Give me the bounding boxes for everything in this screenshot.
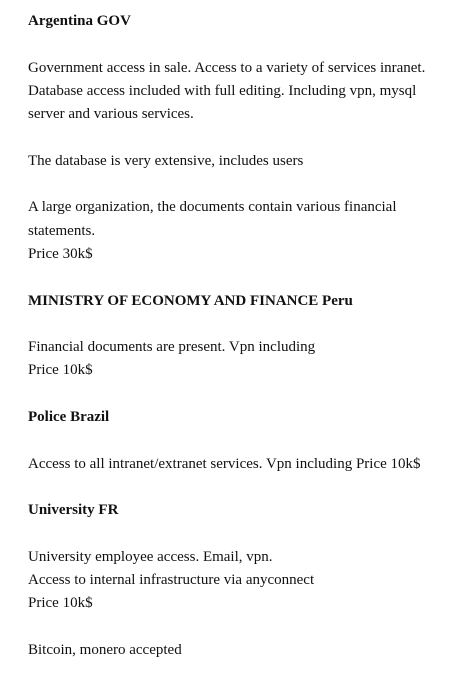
section-heading: Argentina GOV [28, 13, 131, 29]
section-police-brazil [28, 406, 458, 476]
text-line: Government access in sale. Access to a variety of services inranet. [28, 59, 426, 76]
text-line: University employee access. Email, vpn. [28, 548, 273, 565]
section-heading: University FR [28, 502, 119, 519]
price-line: Price 10k$ [28, 595, 93, 612]
spacer [28, 266, 458, 289]
spacer [28, 429, 458, 452]
section-university-fr [28, 499, 458, 615]
document-body [28, 10, 458, 662]
text-line: A large organization, the documents contain various financial [28, 199, 397, 216]
spacer [28, 33, 458, 56]
paragraph [28, 453, 458, 476]
text-line: statements. [28, 222, 96, 239]
spacer [28, 126, 458, 149]
section-heading: MINISTRY OF ECONOMY AND FINANCE Peru [28, 292, 353, 309]
text-line: Financial documents are present. Vpn including [28, 339, 316, 356]
spacer [28, 383, 458, 406]
spacer [28, 523, 458, 546]
payment-note: Bitcoin, monero accepted [28, 642, 182, 659]
paragraph [28, 57, 458, 127]
section-argentina-gov [28, 10, 458, 266]
spacer [28, 616, 458, 639]
paragraph [28, 196, 458, 266]
spacer [28, 173, 458, 196]
price-line: Price 30k$ [28, 245, 93, 262]
text-line: Database access included with full editing. Including vpn, mysql [28, 82, 417, 99]
text-line: The database is very extensive, includes users [28, 152, 304, 169]
section-ministry-peru [28, 290, 458, 383]
text-line: Access to all intranet/extranet services. Vpn including Price 10k$ [28, 455, 421, 472]
paragraph [28, 546, 458, 616]
spacer [28, 313, 458, 336]
paragraph [28, 336, 458, 383]
spacer [28, 476, 458, 499]
paragraph [28, 150, 458, 173]
text-line: Access to internal infrastructure via anyconnect [28, 572, 315, 589]
section-heading: Police Brazil [28, 409, 110, 426]
price-line: Price 10k$ [28, 362, 93, 379]
text-line: server and various services. [28, 106, 194, 123]
